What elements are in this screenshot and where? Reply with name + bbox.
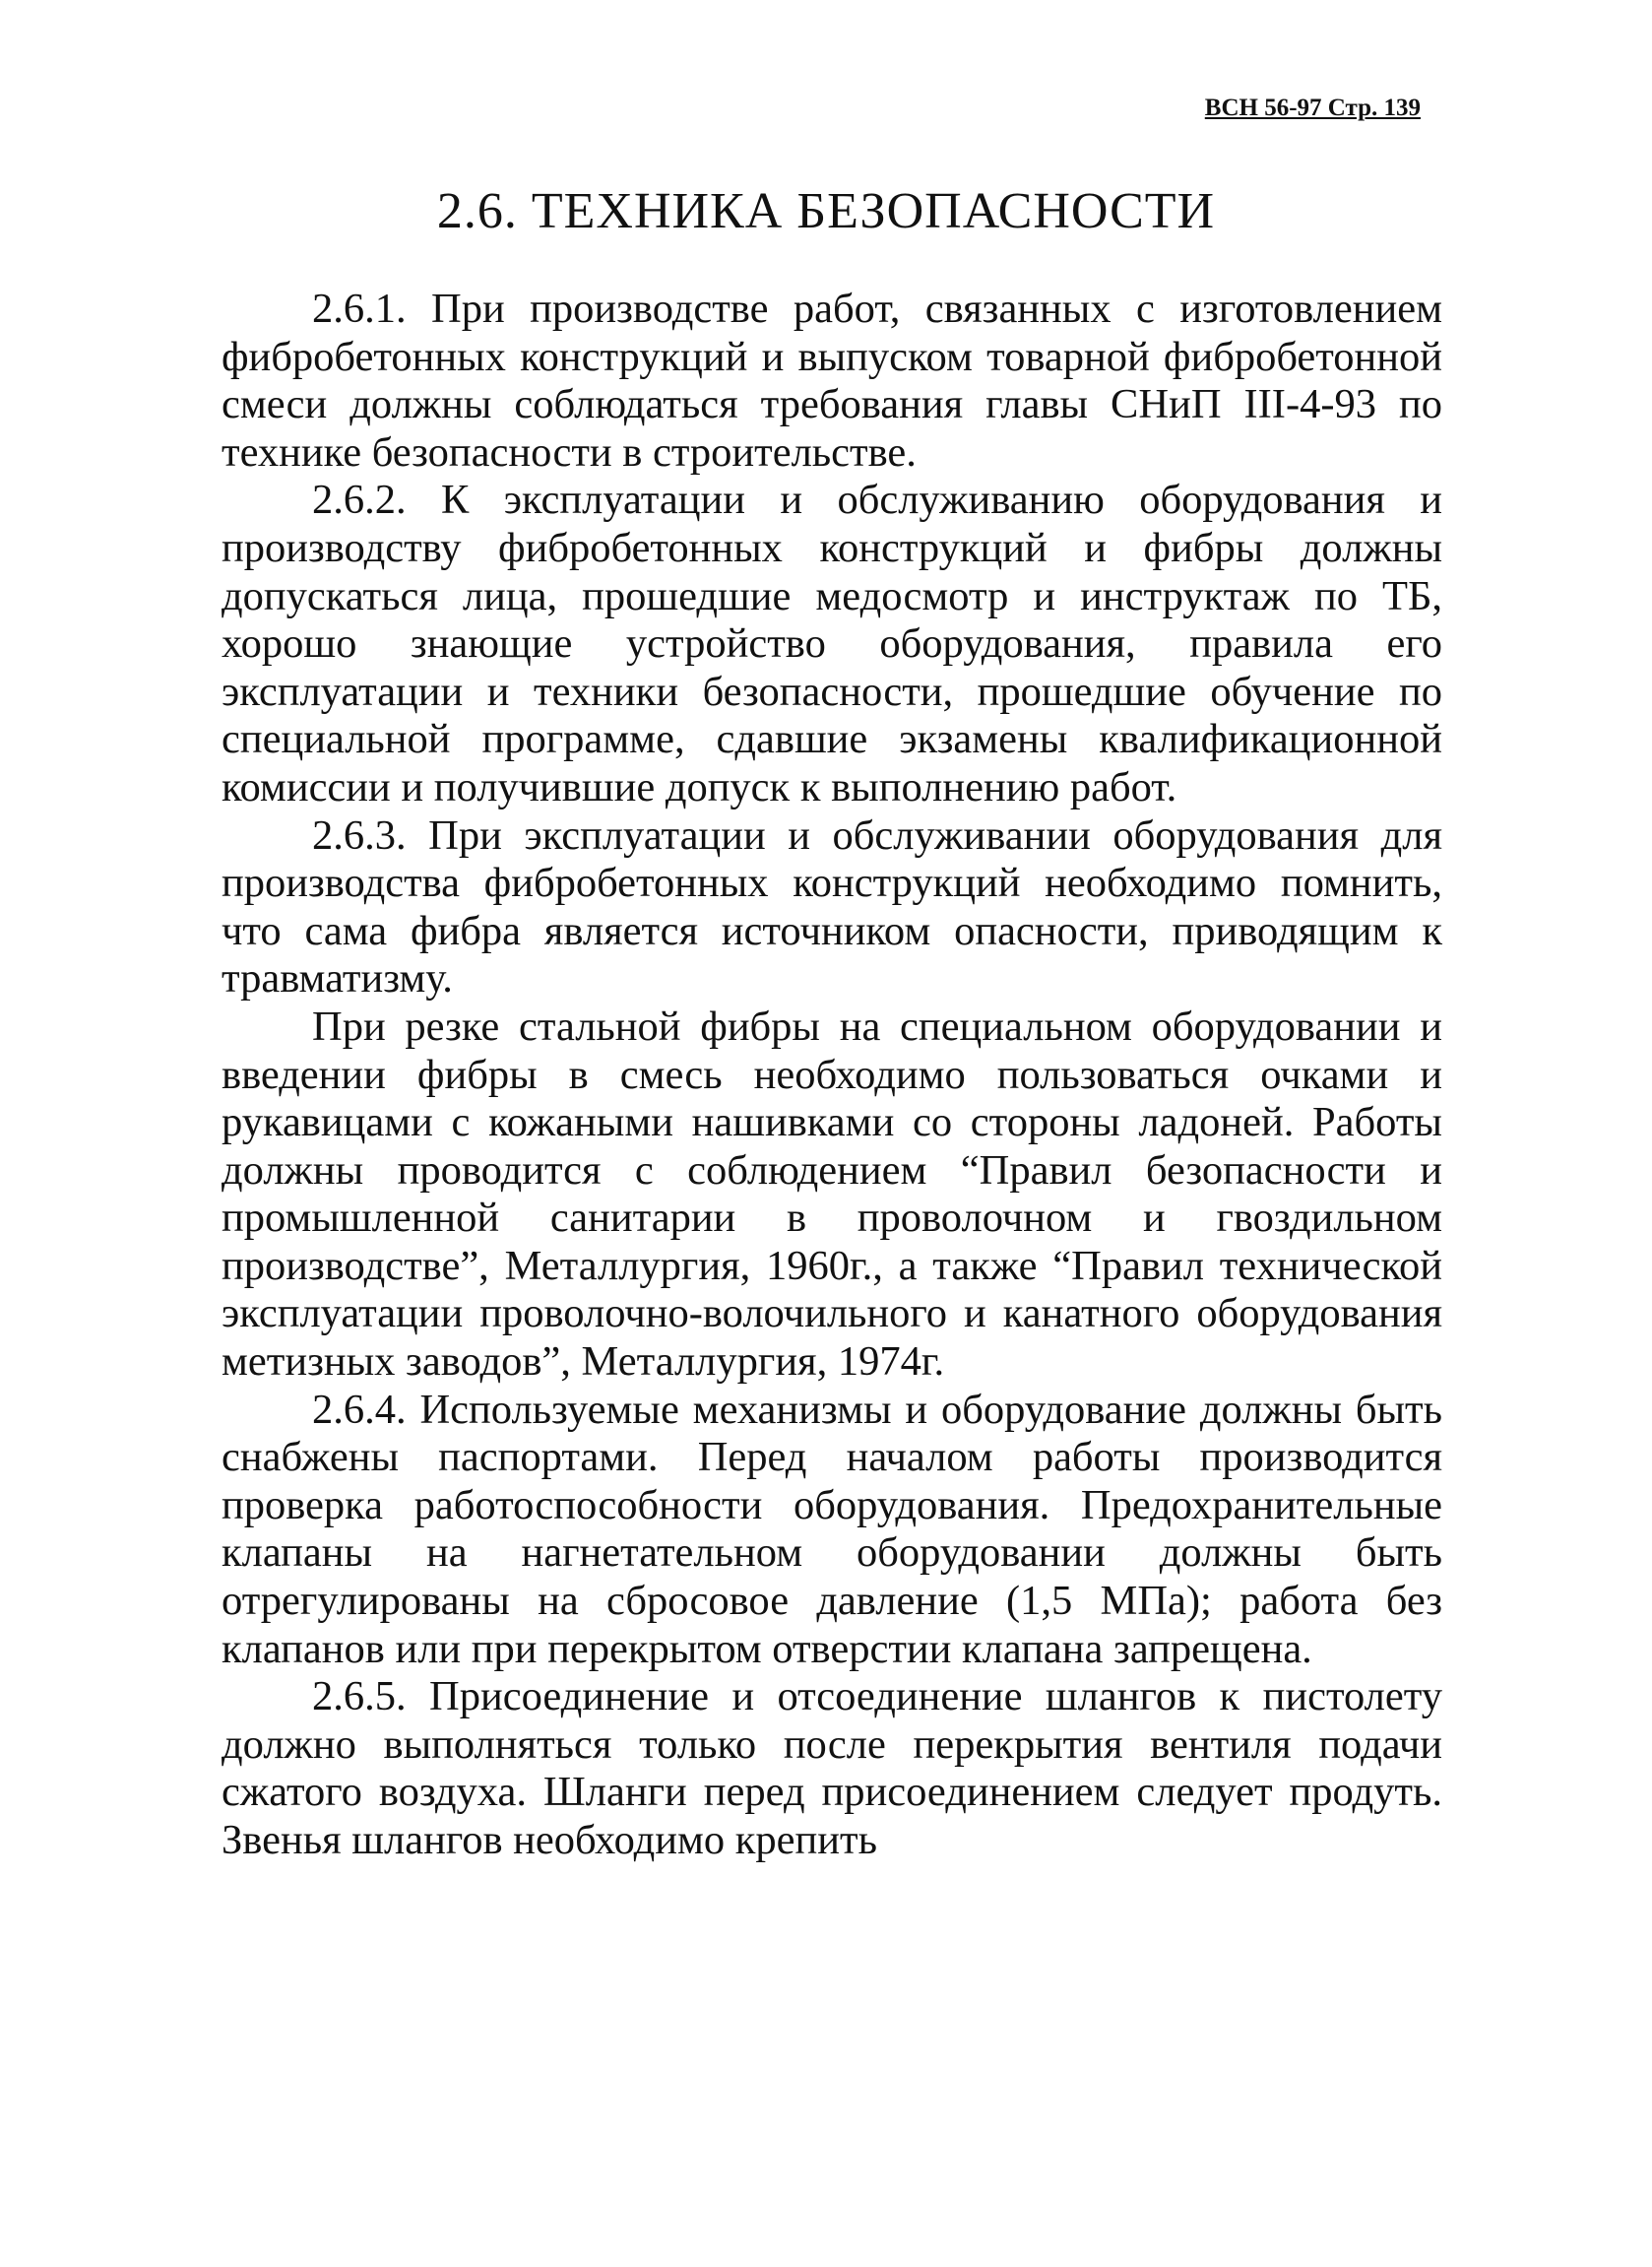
paragraph-fiber-cutting: При резке стальной фибры на специальном оборудовании и введении фибры в смесь необходимо пользоваться очками и рукавицами с кожаными нашивками со стороны ладоней. Работы должны проводится с соблюдением “Правил безопасности и промышленной санитарии в проволочном и гвоздильном производстве”, Металлургия, 1960г., а также “Правил технической эксплуатации проволочно-волочильного и канатного оборудования метизных заводов”, Металлургия, 1974г. <box>222 1003 1442 1386</box>
paragraph-2-6-1: 2.6.1. При производстве работ, связанных с изготовлением фибробетонных конструкций и выпуском товарной фибробетонной смеси должны соблюдаться требования главы СНиП III-4-93 по технике безопасности в строительстве. <box>222 286 1442 476</box>
page-reference-header: ВСН 56-97 Стр. 139 <box>1204 95 1421 121</box>
section-title: 2.6. ТЕХНИКА БЕЗОПАСНОСТИ <box>436 183 1216 239</box>
paragraph-2-6-3: 2.6.3. При эксплуатации и обслуживании оборудования для производства фибробетонных конструкций необходимо помнить, что сама фибра является источником опасности, приводящим к травматизму. <box>222 811 1442 1003</box>
paragraph-2-6-2: 2.6.2. К эксплуатации и обслуживанию оборудования и производству фибробетонных конструкций и фибры должны допускаться лица, прошедшие медосмотр и инструктаж по ТБ, хорошо знающие устройство оборудования, правила его эксплуатации и техники безопасности, прошедшие обучение по специальной программе, сдавшие экзамены квалификационной комиссии и получившие допуск к выполнению работ. <box>222 477 1442 810</box>
paragraph-2-6-5: 2.6.5. Присоединение и отсоединение шлангов к пистолету должно выполняться только после перекрытия вентиля подачи сжатого воздуха. Шланги перед присоединением следует продуть. Звенья шлангов необходимо крепить <box>222 1673 1442 1863</box>
body-text <box>222 286 1442 1865</box>
paragraph-2-6-4: 2.6.4. Используемые механизмы и оборудование должны быть снабжены паспортами. Перед началом работы производится проверка работоспособности оборудования. Предохранительные клапаны на нагнетательном оборудовании должны быть отрегулированы на сбросовое давление (1,5 МПа); работа без клапанов или при перекрытом отверстии клапана запрещена. <box>222 1386 1442 1672</box>
